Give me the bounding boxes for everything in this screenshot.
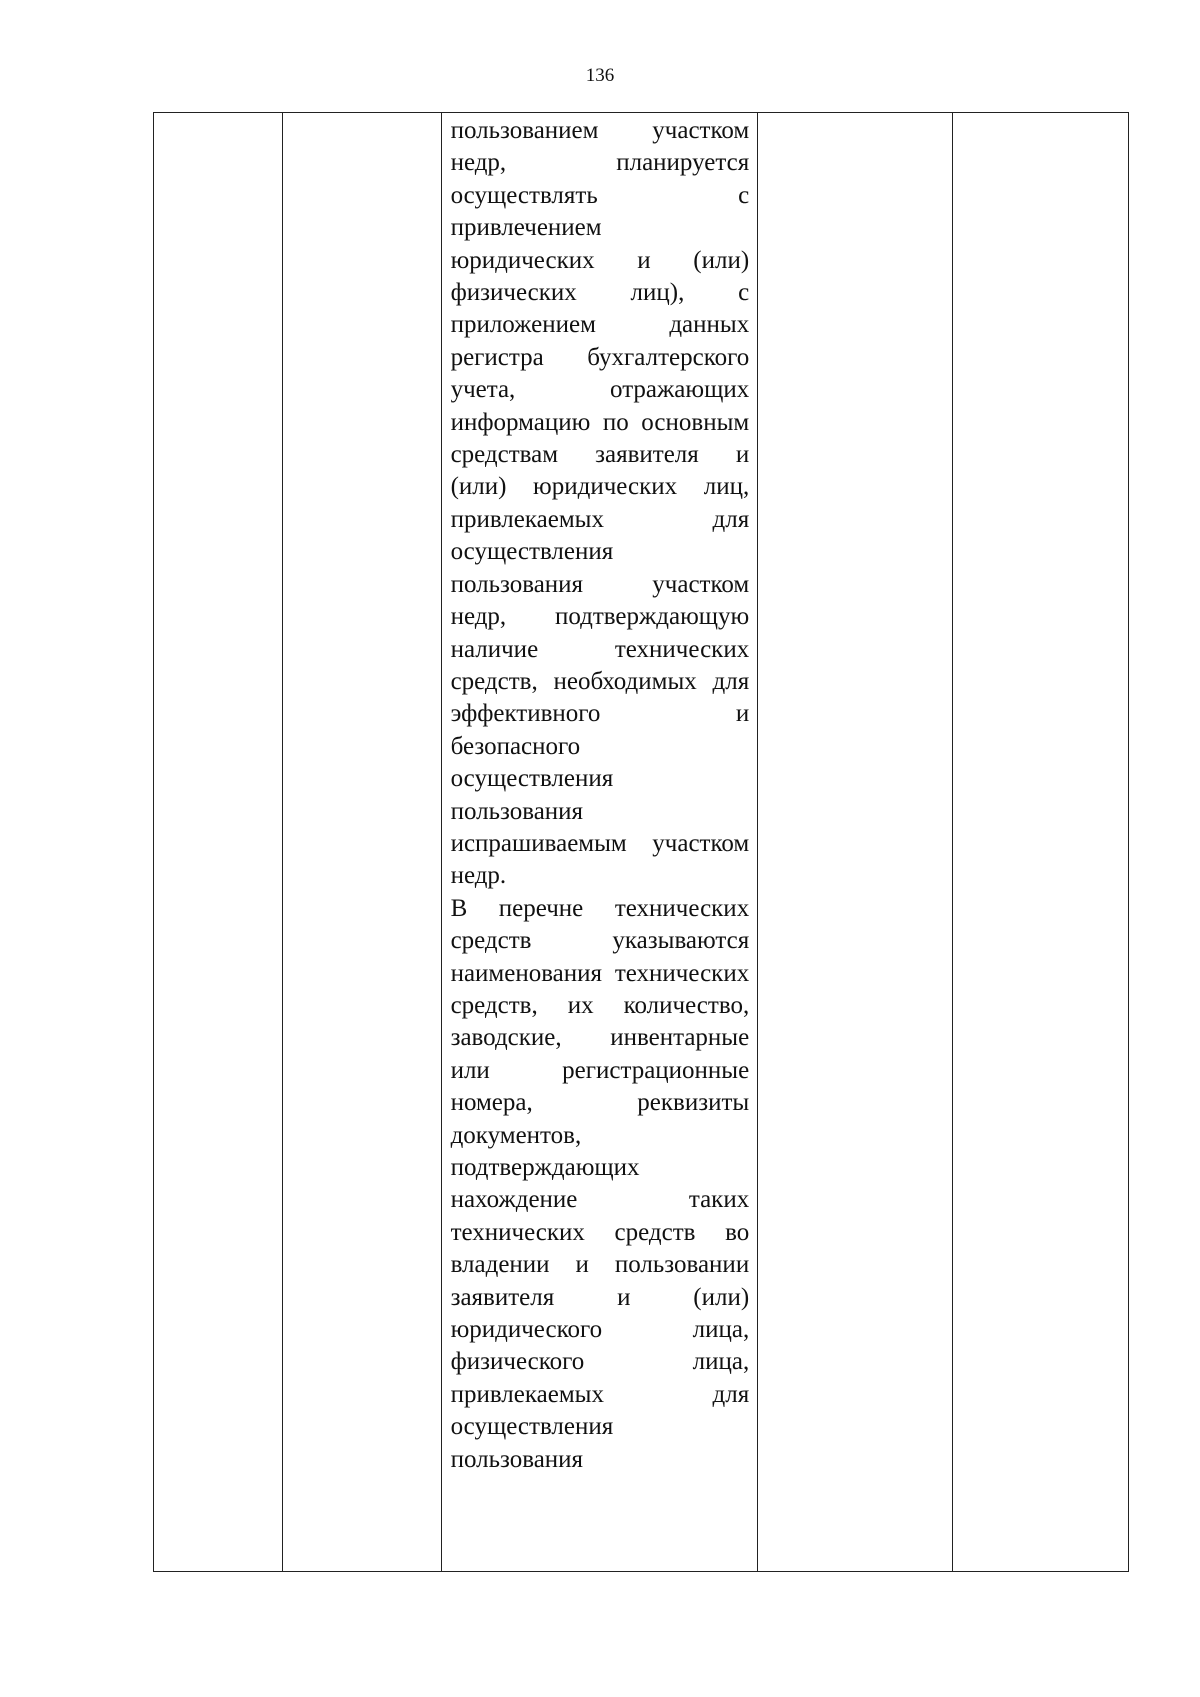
paragraph-1: пользованием участком недр, планируется осуществлять с привлечением юридических и (или) физических лиц), с приложением данных регистра бухгалтерского учета, отражающих информацию по основным средствам заявителя и (или) юридических лиц, привлекаемых для осуществления пользования участком недр, подтверждающую наличие технических средств, необходимых для эффективного и безопасного осуществления пользования испрашиваемым участком недр. xyxy=(450,117,750,890)
paragraph-2: В перечне технических средств указываются наименования технических средств, их количество, заводские, инвентарные или регистрационные номера, реквизиты документов, подтверждающих нахождение таких технических средств во владении и пользовании заявителя и (или) юридического лица, физического лица, привлекаемых для осуществления пользования xyxy=(450,894,750,1473)
table-row xyxy=(154,113,1129,1572)
page-number: 136 xyxy=(585,65,615,86)
table-cell-col2 xyxy=(283,113,441,1572)
table-cell-requirements xyxy=(441,113,758,1572)
table-cell-col4 xyxy=(758,113,952,1572)
document-table xyxy=(153,112,1129,1572)
table-cell-col5 xyxy=(952,113,1128,1572)
cell-text xyxy=(442,113,758,1476)
table-cell-col1 xyxy=(154,113,283,1572)
